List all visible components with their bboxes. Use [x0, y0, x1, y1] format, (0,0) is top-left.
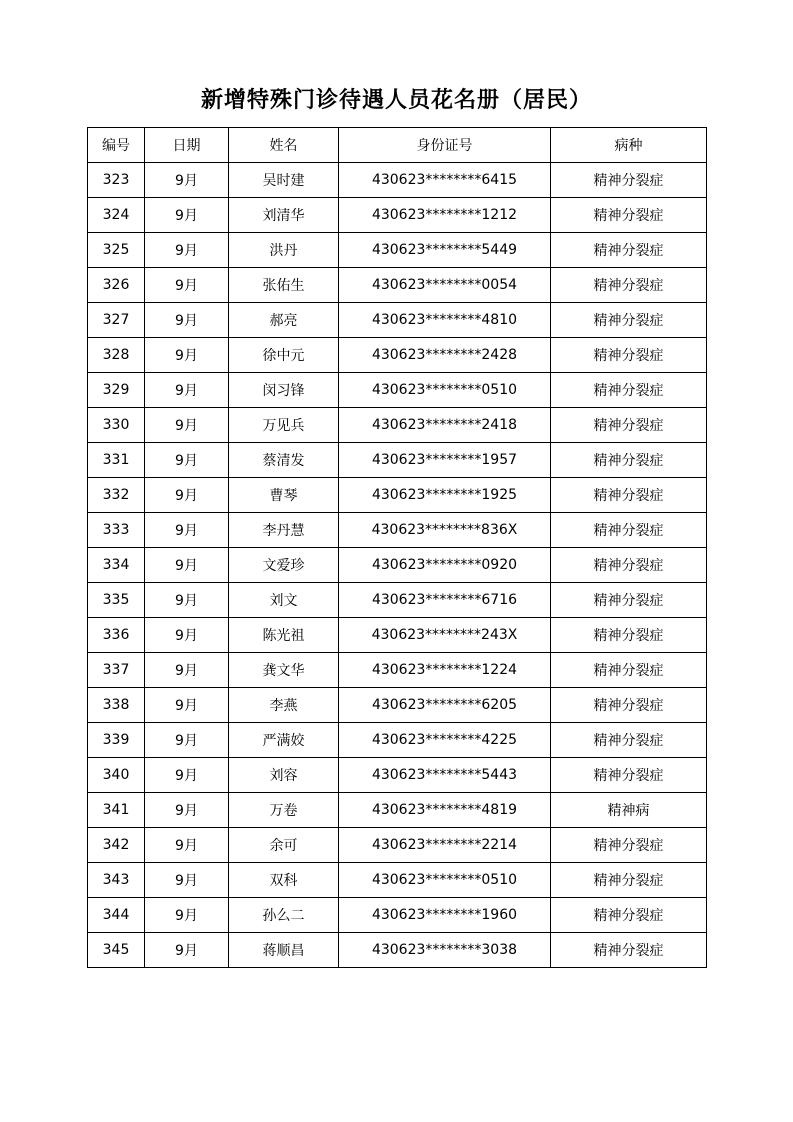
table-row	[88, 653, 707, 688]
cell-disease: 精神分裂症	[551, 828, 707, 863]
cell-disease: 精神分裂症	[551, 723, 707, 758]
cell-date: 9月	[145, 268, 229, 303]
cell-date: 9月	[145, 653, 229, 688]
cell-id-number: 430623********2428	[339, 338, 551, 373]
cell-id-number: 430623********4225	[339, 723, 551, 758]
table-row	[88, 163, 707, 198]
cell-id-number: 430623********2418	[339, 408, 551, 443]
cell-id-number: 430623********6415	[339, 163, 551, 198]
cell-name: 徐中元	[229, 338, 339, 373]
cell-disease: 精神分裂症	[551, 758, 707, 793]
cell-name: 万见兵	[229, 408, 339, 443]
cell-disease: 精神分裂症	[551, 863, 707, 898]
cell-number: 343	[88, 863, 145, 898]
header-disease: 病种	[551, 128, 707, 163]
cell-name: 文爱珍	[229, 548, 339, 583]
cell-number: 324	[88, 198, 145, 233]
cell-number: 345	[88, 933, 145, 968]
cell-id-number: 430623********6205	[339, 688, 551, 723]
cell-number: 329	[88, 373, 145, 408]
cell-id-number: 430623********5449	[339, 233, 551, 268]
cell-disease: 精神分裂症	[551, 163, 707, 198]
cell-id-number: 430623********0510	[339, 373, 551, 408]
cell-id-number: 430623********5443	[339, 758, 551, 793]
cell-id-number: 430623********0054	[339, 268, 551, 303]
cell-name: 严满姣	[229, 723, 339, 758]
table-row	[88, 408, 707, 443]
cell-number: 323	[88, 163, 145, 198]
page-title: 新增特殊门诊待遇人员花名册（居民）	[200, 87, 592, 113]
cell-id-number: 430623********1224	[339, 653, 551, 688]
cell-date: 9月	[145, 513, 229, 548]
cell-date: 9月	[145, 373, 229, 408]
cell-name: 郝亮	[229, 303, 339, 338]
cell-name: 李燕	[229, 688, 339, 723]
table-row	[88, 688, 707, 723]
table-row	[88, 268, 707, 303]
cell-number: 335	[88, 583, 145, 618]
table-row	[88, 513, 707, 548]
cell-number: 342	[88, 828, 145, 863]
cell-disease: 精神分裂症	[551, 653, 707, 688]
cell-name: 龚文华	[229, 653, 339, 688]
table-row	[88, 933, 707, 968]
cell-number: 326	[88, 268, 145, 303]
cell-id-number: 430623********0920	[339, 548, 551, 583]
cell-disease: 精神分裂症	[551, 583, 707, 618]
cell-date: 9月	[145, 758, 229, 793]
cell-disease: 精神分裂症	[551, 618, 707, 653]
table-row	[88, 723, 707, 758]
cell-id-number: 430623********836X	[339, 513, 551, 548]
cell-disease: 精神分裂症	[551, 478, 707, 513]
cell-id-number: 430623********6716	[339, 583, 551, 618]
cell-name: 孙么二	[229, 898, 339, 933]
cell-number: 336	[88, 618, 145, 653]
cell-disease: 精神分裂症	[551, 303, 707, 338]
cell-number: 340	[88, 758, 145, 793]
cell-date: 9月	[145, 408, 229, 443]
cell-name: 闵习锋	[229, 373, 339, 408]
cell-id-number: 430623********1960	[339, 898, 551, 933]
cell-id-number: 430623********1957	[339, 443, 551, 478]
cell-name: 陈光祖	[229, 618, 339, 653]
header-id-number: 身份证号	[339, 128, 551, 163]
cell-name: 蔡清发	[229, 443, 339, 478]
cell-name: 刘文	[229, 583, 339, 618]
cell-name: 洪丹	[229, 233, 339, 268]
table-row	[88, 338, 707, 373]
cell-number: 331	[88, 443, 145, 478]
table-body	[88, 163, 707, 968]
cell-disease: 精神分裂症	[551, 548, 707, 583]
cell-date: 9月	[145, 443, 229, 478]
cell-date: 9月	[145, 863, 229, 898]
cell-name: 刘清华	[229, 198, 339, 233]
cell-disease: 精神分裂症	[551, 338, 707, 373]
table-row	[88, 758, 707, 793]
roster-table	[87, 127, 707, 968]
table-row	[88, 303, 707, 338]
table-row	[88, 898, 707, 933]
header-name: 姓名	[229, 128, 339, 163]
cell-id-number: 430623********243X	[339, 618, 551, 653]
cell-number: 333	[88, 513, 145, 548]
cell-disease: 精神分裂症	[551, 513, 707, 548]
cell-disease: 精神分裂症	[551, 898, 707, 933]
table-row	[88, 198, 707, 233]
table-row	[88, 443, 707, 478]
table-row	[88, 618, 707, 653]
cell-name: 吴时建	[229, 163, 339, 198]
cell-id-number: 430623********0510	[339, 863, 551, 898]
cell-date: 9月	[145, 933, 229, 968]
cell-date: 9月	[145, 233, 229, 268]
table-header-row	[88, 128, 707, 163]
cell-disease: 精神分裂症	[551, 688, 707, 723]
cell-disease: 精神分裂症	[551, 268, 707, 303]
cell-date: 9月	[145, 338, 229, 373]
cell-id-number: 430623********2214	[339, 828, 551, 863]
cell-number: 337	[88, 653, 145, 688]
cell-id-number: 430623********3038	[339, 933, 551, 968]
cell-name: 刘容	[229, 758, 339, 793]
cell-disease: 精神分裂症	[551, 198, 707, 233]
cell-name: 万卷	[229, 793, 339, 828]
cell-number: 334	[88, 548, 145, 583]
cell-disease: 精神分裂症	[551, 408, 707, 443]
cell-date: 9月	[145, 478, 229, 513]
header-number: 编号	[88, 128, 145, 163]
cell-date: 9月	[145, 688, 229, 723]
cell-name: 张佑生	[229, 268, 339, 303]
cell-name: 曹琴	[229, 478, 339, 513]
cell-disease: 精神分裂症	[551, 933, 707, 968]
cell-name: 蒋顺昌	[229, 933, 339, 968]
cell-date: 9月	[145, 163, 229, 198]
cell-date: 9月	[145, 548, 229, 583]
cell-date: 9月	[145, 583, 229, 618]
cell-date: 9月	[145, 723, 229, 758]
table-row	[88, 863, 707, 898]
cell-number: 325	[88, 233, 145, 268]
cell-name: 余可	[229, 828, 339, 863]
cell-disease: 精神分裂症	[551, 443, 707, 478]
table-row	[88, 828, 707, 863]
cell-number: 344	[88, 898, 145, 933]
cell-id-number: 430623********4819	[339, 793, 551, 828]
cell-number: 327	[88, 303, 145, 338]
cell-date: 9月	[145, 793, 229, 828]
header-date: 日期	[145, 128, 229, 163]
cell-date: 9月	[145, 303, 229, 338]
table-row	[88, 233, 707, 268]
cell-date: 9月	[145, 198, 229, 233]
cell-number: 328	[88, 338, 145, 373]
cell-number: 339	[88, 723, 145, 758]
cell-name: 双科	[229, 863, 339, 898]
table-row	[88, 583, 707, 618]
cell-disease: 精神病	[551, 793, 707, 828]
table-row	[88, 373, 707, 408]
table-row	[88, 793, 707, 828]
cell-date: 9月	[145, 898, 229, 933]
cell-id-number: 430623********4810	[339, 303, 551, 338]
table-row	[88, 548, 707, 583]
cell-number: 330	[88, 408, 145, 443]
cell-date: 9月	[145, 828, 229, 863]
cell-name: 李丹慧	[229, 513, 339, 548]
cell-id-number: 430623********1925	[339, 478, 551, 513]
cell-number: 341	[88, 793, 145, 828]
cell-date: 9月	[145, 618, 229, 653]
cell-id-number: 430623********1212	[339, 198, 551, 233]
cell-disease: 精神分裂症	[551, 373, 707, 408]
table-row	[88, 478, 707, 513]
cell-number: 338	[88, 688, 145, 723]
cell-disease: 精神分裂症	[551, 233, 707, 268]
cell-number: 332	[88, 478, 145, 513]
